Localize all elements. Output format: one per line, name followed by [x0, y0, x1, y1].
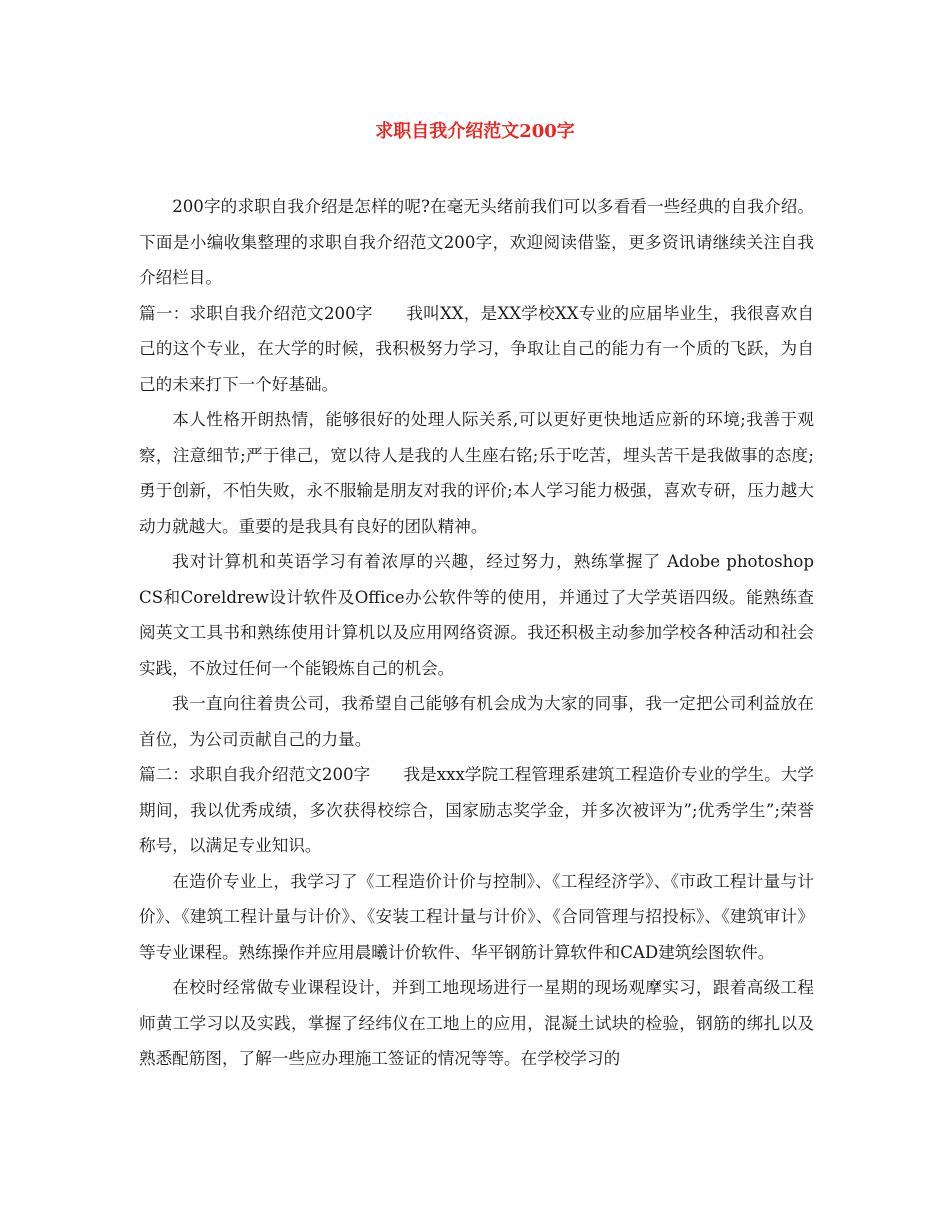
paragraph-aspiration: 我一直向往着贵公司，我希望自己能够有机会成为大家的同事，我一定把公司利益放在首位，为公司贡献自己的力量。 — [139, 694, 814, 749]
paragraph-practice: 在校时经常做专业课程设计，并到工地现场进行一星期的现场观摩实习，跟着高级工程师黄工学习以及实践，掌握了经纬仪在工地上的应用，混凝土试块的检验，钢筋的绑扎以及熟悉配筋图，了解一些应办理施工签证的情况等等。在学校学习的 — [139, 978, 814, 1068]
paragraph-courses: 在造价专业上，我学习了《工程造价计价与控制》、《工程经济学》、《市政工程计量与计价》、《建筑工程计量与计价》、《安装工程计量与计价》、《合同管理与招投标》、《建筑审计》等专业课程。熟练操作并应用晨曦计价软件、华平钢筋计算软件和CAD建筑绘图软件。 — [139, 871, 814, 962]
paragraph-section-one: 篇一：求职自我介绍范文200字 我叫XX，是XX学校XX专业的应届毕业生，我很喜欢自己的这个专业，在大学的时候，我积极努力学习，争取让自己的能力有一个质的飞跃，为自己的未来打下一个好基础。 — [139, 303, 814, 394]
paragraph-intro: 200字的求职自我介绍是怎样的呢?在毫无头绪前我们可以多看看一些经典的自我介绍。下面是小编收集整理的求职自我介绍范文200字，欢迎阅读借鉴，更多资讯请继续关注自我介绍栏目。 — [139, 197, 814, 287]
paragraph-section-two: 篇二：求职自我介绍范文200字 我是xxx学院工程管理系建筑工程造价专业的学生。大学期间，我以优秀成绩，多次获得校综合，国家励志奖学金，并多次被评为”;优秀学生”;荣誉称号，以满足专业知识。 — [139, 765, 814, 855]
paragraph-personality: 本人性格开朗热情，能够很好的处理人际关系,可以更好更快地适应新的环境;我善于观察，注意细节;严于律己，宽以待人是我的人生座右铭;乐于吃苦，埋头苦干是我做事的态度;勇于创新，不怕失败，永不服输是朋友对我的评价;本人学习能力极强，喜欢专研，压力越大动力就越大。重要的是我具有良好的团队精神。 — [139, 410, 814, 536]
paragraph-skills: 我对计算机和英语学习有着浓厚的兴趣，经过努力，熟练掌握了 Adobe photoshop CS和Coreldrew设计软件及Office办公软件等的使用，并通过了大学英语四级。能熟练查阅英文工具书和熟练使用计算机以及应用网络资源。我还积极主动参加学校各种活动和社会实践，不放过任何一个能锻炼自己的机会。 — [139, 552, 814, 678]
document-title: 求职自我介绍范文200字 — [375, 121, 575, 142]
document-body — [139, 189, 814, 1077]
